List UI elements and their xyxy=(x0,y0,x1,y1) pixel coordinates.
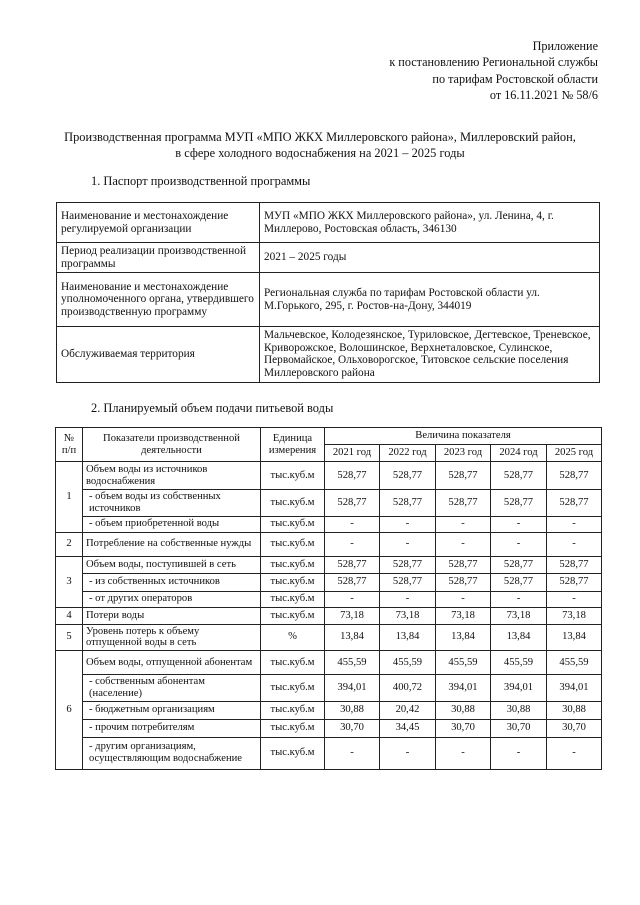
value-cell: 394,01 xyxy=(547,675,602,702)
value-cell: 528,77 xyxy=(547,490,602,517)
value-cell: - xyxy=(547,591,602,607)
indicator-label: Потребление на собственные нужды xyxy=(83,532,261,556)
row-number: 1 xyxy=(56,462,83,533)
value-cell: - xyxy=(491,532,547,556)
value-cell: 528,77 xyxy=(325,556,380,573)
passport-value: Мальчевское, Колодезянское, Туриловское, Дегтевское, Треневское, Криворожское, Волошинское, Верхнеталовское, Сулинское, Первомайское, Ольховорогское, Титовское сельские поселения Миллеровского района xyxy=(260,327,600,382)
unit-cell: тыс.куб.м xyxy=(261,701,325,719)
table-row xyxy=(56,490,602,517)
passport-label: Обслуживаемая территория xyxy=(57,327,260,382)
year-header: 2021 год xyxy=(325,445,380,462)
annex-block xyxy=(389,38,598,104)
document-title xyxy=(40,129,600,162)
value-cell: 528,77 xyxy=(380,490,436,517)
indicator-label: - объем приобретенной воды xyxy=(83,516,261,532)
indicator-label: Объем воды из источников водоснабжения xyxy=(83,462,261,490)
indicator-label: - бюджетным организациям xyxy=(83,701,261,719)
value-cell: 455,59 xyxy=(491,651,547,675)
value-cell: - xyxy=(547,737,602,769)
passport-label: Период реализации производственной программы xyxy=(57,243,260,273)
value-cell: 528,77 xyxy=(436,490,491,517)
value-cell: 528,77 xyxy=(547,556,602,573)
value-cell: - xyxy=(547,532,602,556)
value-cell: 13,84 xyxy=(325,624,380,651)
table-row xyxy=(57,273,600,327)
annex-line: к постановлению Региональной службы xyxy=(389,55,598,70)
value-cell: 455,59 xyxy=(380,651,436,675)
year-header: 2024 год xyxy=(491,445,547,462)
table-row xyxy=(56,516,602,532)
value-cell: - xyxy=(325,591,380,607)
annex-line: Приложение xyxy=(532,39,598,53)
value-cell: 34,45 xyxy=(380,719,436,737)
volume-table xyxy=(55,427,602,770)
table-row xyxy=(56,607,602,624)
value-cell: 528,77 xyxy=(325,490,380,517)
indicator-label: Объем воды, поступившей в сеть xyxy=(83,556,261,573)
year-header: 2025 год xyxy=(547,445,602,462)
value-cell: - xyxy=(491,737,547,769)
value-cell: 30,88 xyxy=(436,701,491,719)
value-cell: 528,77 xyxy=(547,462,602,490)
unit-cell: тыс.куб.м xyxy=(261,719,325,737)
value-cell: 528,77 xyxy=(325,462,380,490)
value-cell: 455,59 xyxy=(436,651,491,675)
col-header-indicator: Показатели производственной деятельности xyxy=(83,428,261,462)
table-row xyxy=(56,675,602,702)
value-cell: - xyxy=(325,516,380,532)
unit-cell: тыс.куб.м xyxy=(261,607,325,624)
table-row xyxy=(56,532,602,556)
table-row xyxy=(56,573,602,591)
passport-label: Наименование и местонахождение регулируемой организации xyxy=(57,203,260,243)
header-row xyxy=(56,428,602,445)
indicator-label: - объем воды из собственных источников xyxy=(83,490,261,517)
indicator-label: - собственным абонентам (население) xyxy=(83,675,261,702)
indicator-label: - другим организациям, осуществляющим водоснабжение xyxy=(83,737,261,769)
volume-table-body xyxy=(56,462,602,770)
unit-cell: тыс.куб.м xyxy=(261,516,325,532)
unit-cell: тыс.куб.м xyxy=(261,490,325,517)
value-cell: - xyxy=(491,516,547,532)
value-cell: 528,77 xyxy=(436,573,491,591)
passport-table xyxy=(56,202,600,383)
value-cell: 528,77 xyxy=(325,573,380,591)
indicator-label: - от других операторов xyxy=(83,591,261,607)
passport-value: МУП «МПО ЖКХ Миллеровского района», ул. Ленина, 4, г. Миллерово, Ростовская область, 346130 xyxy=(260,203,600,243)
table-row xyxy=(56,591,602,607)
row-number: 2 xyxy=(56,532,83,556)
table-row xyxy=(56,701,602,719)
table-row xyxy=(57,243,600,273)
value-cell: 13,84 xyxy=(380,624,436,651)
row-number: 3 xyxy=(56,556,83,607)
row-number: 5 xyxy=(56,624,83,651)
table-row xyxy=(56,624,602,651)
table-row xyxy=(56,556,602,573)
table-row xyxy=(56,719,602,737)
unit-cell: тыс.куб.м xyxy=(261,737,325,769)
value-cell: 528,77 xyxy=(547,573,602,591)
col-header-num: № п/п xyxy=(56,428,83,462)
unit-cell: тыс.куб.м xyxy=(261,462,325,490)
value-cell: 73,18 xyxy=(491,607,547,624)
value-cell: 394,01 xyxy=(436,675,491,702)
passport-value: 2021 – 2025 годы xyxy=(260,243,600,273)
unit-cell: тыс.куб.м xyxy=(261,591,325,607)
value-cell: 528,77 xyxy=(491,462,547,490)
value-cell: - xyxy=(380,737,436,769)
value-cell: 528,77 xyxy=(380,462,436,490)
value-cell: 455,59 xyxy=(547,651,602,675)
annex-line: от 16.11.2021 № 58/6 xyxy=(489,88,598,103)
value-cell: - xyxy=(436,532,491,556)
year-header: 2023 год xyxy=(436,445,491,462)
unit-cell: % xyxy=(261,624,325,651)
table-row xyxy=(57,327,600,382)
value-cell: - xyxy=(380,591,436,607)
value-cell: 30,70 xyxy=(325,719,380,737)
value-cell: - xyxy=(325,532,380,556)
unit-cell: тыс.куб.м xyxy=(261,556,325,573)
value-cell: - xyxy=(380,532,436,556)
value-cell: 13,84 xyxy=(491,624,547,651)
value-cell: 528,77 xyxy=(491,573,547,591)
indicator-label: Объем воды, отпущенной абонентам xyxy=(83,651,261,675)
indicator-label: Потери воды xyxy=(83,607,261,624)
value-cell: 30,88 xyxy=(491,701,547,719)
passport-value: Региональная служба по тарифам Ростовской области ул. М.Горького, 295, г. Ростов-на-Дону, 344019 xyxy=(260,273,600,327)
table-row xyxy=(56,462,602,490)
row-number: 6 xyxy=(56,651,83,770)
indicator-label: - из собственных источников xyxy=(83,573,261,591)
value-cell: 13,84 xyxy=(436,624,491,651)
indicator-label: Уровень потерь к объему отпущенной воды в сеть xyxy=(83,624,261,651)
unit-cell: тыс.куб.м xyxy=(261,651,325,675)
section-heading-volume: 2. Планируемый объем подачи питьевой воды xyxy=(91,401,334,415)
col-header-value-group: Величина показателя xyxy=(325,428,602,445)
value-cell: 73,18 xyxy=(436,607,491,624)
value-cell: 73,18 xyxy=(547,607,602,624)
unit-cell: тыс.куб.м xyxy=(261,675,325,702)
col-header-unit: Единица измерения xyxy=(261,428,325,462)
value-cell: 30,70 xyxy=(436,719,491,737)
value-cell: 528,77 xyxy=(380,556,436,573)
value-cell: 30,70 xyxy=(491,719,547,737)
value-cell: - xyxy=(547,516,602,532)
value-cell: 73,18 xyxy=(380,607,436,624)
value-cell: 394,01 xyxy=(491,675,547,702)
unit-cell: тыс.куб.м xyxy=(261,573,325,591)
value-cell: 20,42 xyxy=(380,701,436,719)
table-row xyxy=(57,203,600,243)
value-cell: - xyxy=(380,516,436,532)
value-cell: 394,01 xyxy=(325,675,380,702)
value-cell: - xyxy=(436,516,491,532)
value-cell: - xyxy=(436,591,491,607)
value-cell: - xyxy=(491,591,547,607)
value-cell: 455,59 xyxy=(325,651,380,675)
title-line: в сфере холодного водоснабжения на 2021 – 2025 годы xyxy=(175,146,465,161)
unit-cell: тыс.куб.м xyxy=(261,532,325,556)
value-cell: 400,72 xyxy=(380,675,436,702)
value-cell: 30,88 xyxy=(547,701,602,719)
value-cell: 528,77 xyxy=(436,556,491,573)
value-cell: 30,88 xyxy=(325,701,380,719)
passport-label: Наименование и местонахождение уполномоченного органа, утвердившего производственную программу xyxy=(57,273,260,327)
indicator-label: - прочим потребителям xyxy=(83,719,261,737)
table-row xyxy=(56,651,602,675)
table-row xyxy=(56,737,602,769)
year-header: 2022 год xyxy=(380,445,436,462)
value-cell: 13,84 xyxy=(547,624,602,651)
value-cell: 528,77 xyxy=(380,573,436,591)
value-cell: - xyxy=(436,737,491,769)
title-line: Производственная программа МУП «МПО ЖКХ Миллеровского района», Миллеровский район, xyxy=(64,130,576,144)
annex-line: по тарифам Ростовской области xyxy=(432,71,598,86)
value-cell: 528,77 xyxy=(491,490,547,517)
value-cell: 528,77 xyxy=(436,462,491,490)
section-heading-passport: 1. Паспорт производственной программы xyxy=(91,174,311,188)
value-cell: 528,77 xyxy=(491,556,547,573)
value-cell: - xyxy=(325,737,380,769)
value-cell: 73,18 xyxy=(325,607,380,624)
row-number: 4 xyxy=(56,607,83,624)
value-cell: 30,70 xyxy=(547,719,602,737)
